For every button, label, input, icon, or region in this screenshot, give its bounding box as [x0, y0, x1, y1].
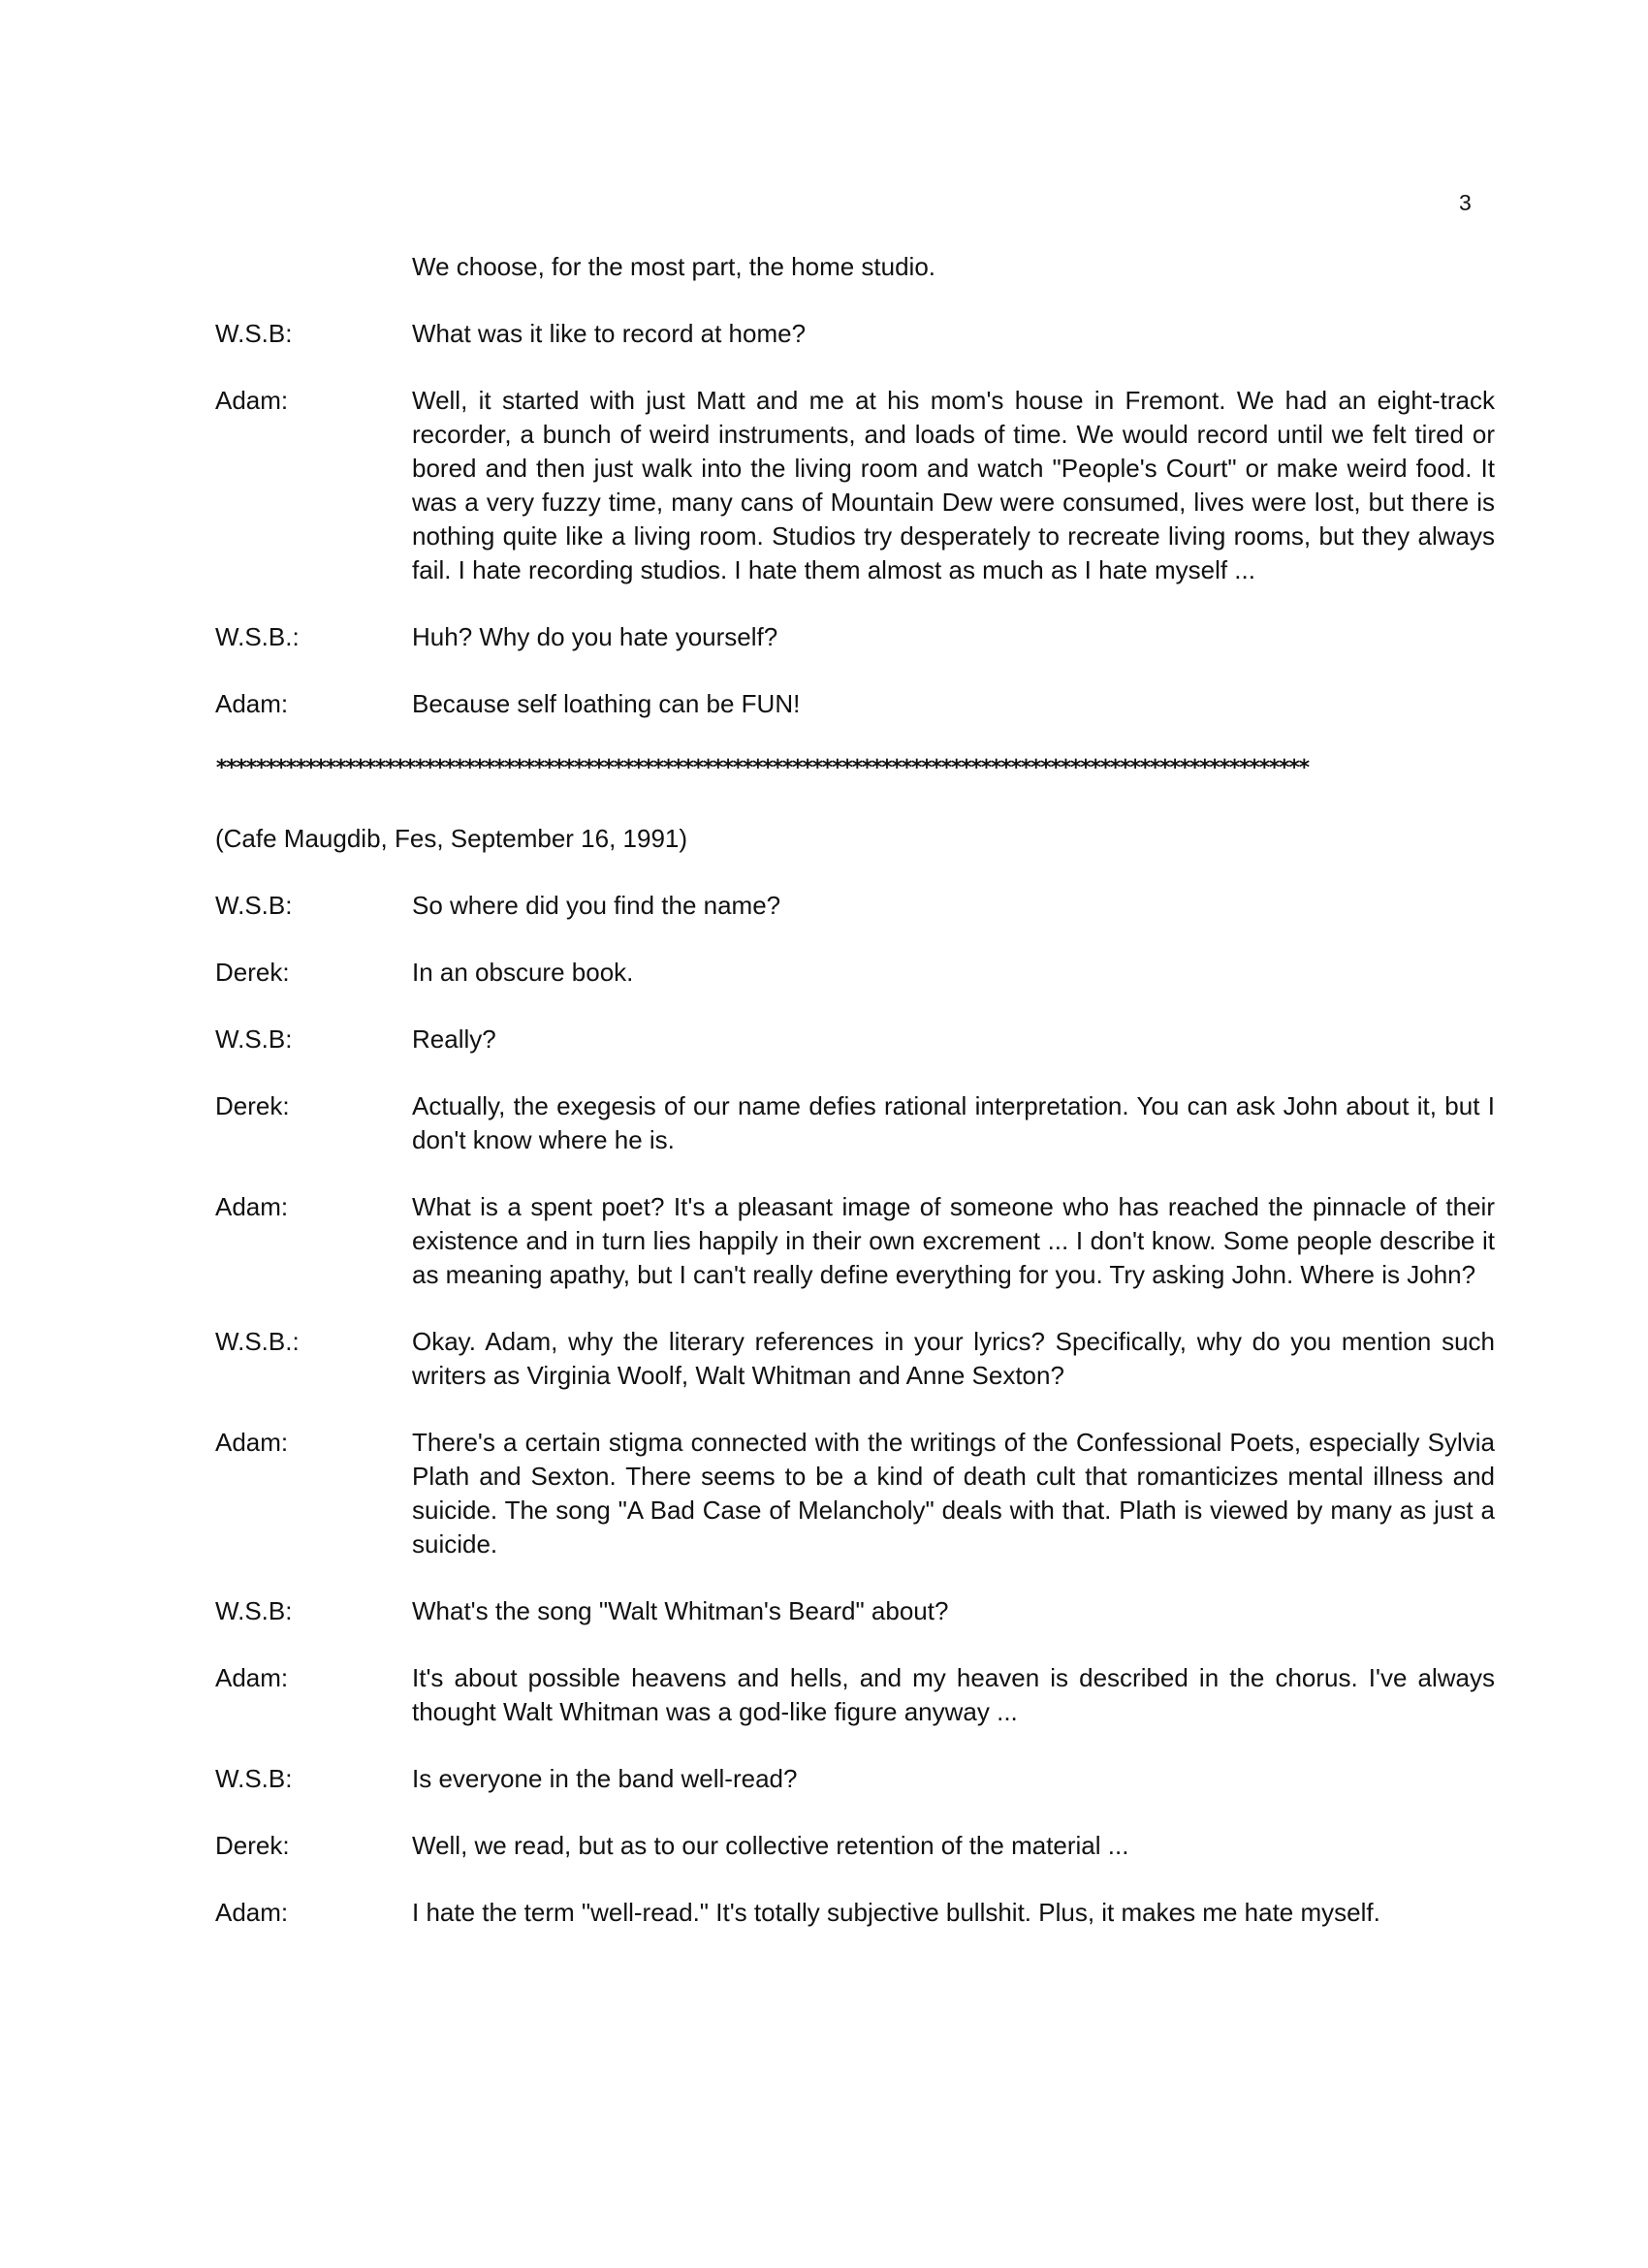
- speaker-label: Adam:: [215, 1192, 289, 1221]
- speaker-label: W.S.B:: [215, 319, 293, 348]
- utterance-text: It's about possible heavens and hells, and my heaven is described in the chorus. I've always thought Walt Whitman was a god-like figure anyway ...: [412, 1663, 1495, 1726]
- utterance-text: There's a certain stigma connected with the writings of the Confessional Poets, especially Sylvia Plath and Sexton. There seems to be a kind of death cult that romanticizes mental illness and suicide. The song "A Bad Case of Melancholy" deals with that. Plath is viewed by many as just a suicide.: [412, 1428, 1495, 1559]
- utterance-text: Really?: [412, 1024, 496, 1054]
- utterance-text: Okay. Adam, why the literary references in your lyrics? Specifically, why do you mention such writers as Virginia Woolf, Walt Whitman and Anne Sexton?: [412, 1327, 1495, 1390]
- dialogue-turn: [215, 956, 1495, 990]
- transcript-body: [215, 250, 1495, 1963]
- speaker-label: Adam:: [215, 1428, 289, 1457]
- dialogue-turn: [215, 620, 1495, 654]
- speaker-label: W.S.B.:: [215, 622, 300, 651]
- dialogue-turn: [215, 1896, 1495, 1930]
- speaker-label: Adam:: [215, 689, 289, 718]
- dialogue-turn: [215, 1762, 1495, 1796]
- speaker-label: W.S.B.:: [215, 1327, 300, 1356]
- speaker-label: W.S.B:: [215, 1764, 293, 1793]
- utterance-text: Huh? Why do you hate yourself?: [412, 622, 778, 651]
- utterance-text: Well, we read, but as to our collective retention of the material ...: [412, 1831, 1129, 1860]
- speaker-label: W.S.B:: [215, 1596, 293, 1625]
- utterance-text: I hate the term "well-read." It's totally subjective bullshit. Plus, it makes me hate myself.: [412, 1898, 1380, 1927]
- dialogue-turn: [215, 384, 1495, 587]
- utterance-text: What's the song "Walt Whitman's Beard" about?: [412, 1596, 949, 1625]
- speaker-label: W.S.B:: [215, 891, 293, 920]
- speaker-label: Adam:: [215, 1663, 289, 1692]
- utterance-text: Is everyone in the band well-read?: [412, 1764, 798, 1793]
- utterance-text: So where did you find the name?: [412, 891, 781, 920]
- dialogue-turn: [215, 1661, 1495, 1729]
- speaker-label: Derek:: [215, 1831, 290, 1860]
- dialogue-turn: [215, 1023, 1495, 1056]
- dialogue-turn: [215, 1089, 1495, 1157]
- dialogue-turn: [215, 687, 1495, 721]
- section-separator: **************************************************************************************************************: [215, 756, 1308, 780]
- dialogue-turn: [215, 889, 1495, 923]
- utterance-text: Well, it started with just Matt and me at his mom's house in Fremont. We had an eight-track recorder, a bunch of weird instruments, and loads of time. We would record until we felt tired or bored and then just walk into the living room and watch "People's Court" or make weird food. It was a very fuzzy time, many cans of Mountain Dew were consumed, lives were lost, but there is nothing quite like a living room. Studios try desperately to recreate living rooms, but they always fail. I hate recording studios. I hate them almost as much as I hate myself ...: [412, 386, 1495, 584]
- utterance-text: Actually, the exegesis of our name defies rational interpretation. You can ask John about it, but I don't know where he is.: [412, 1091, 1495, 1154]
- continued-answer-line: We choose, for the most part, the home studio.: [412, 252, 936, 281]
- page-number: 3: [1459, 190, 1473, 215]
- utterance-text: Because self loathing can be FUN!: [412, 689, 801, 718]
- dialogue-turn: [215, 1325, 1495, 1393]
- speaker-label: Adam:: [215, 1898, 289, 1927]
- speaker-label: Derek:: [215, 1091, 290, 1120]
- speaker-label: Adam:: [215, 386, 289, 415]
- speaker-label: W.S.B:: [215, 1024, 293, 1054]
- utterance-text: What was it like to record at home?: [412, 319, 807, 348]
- interview-section-2: [215, 889, 1495, 1930]
- dialogue-turn: [215, 1426, 1495, 1561]
- utterance-text: In an obscure book.: [412, 958, 634, 987]
- interview-location-date: (Cafe Maugdib, Fes, September 16, 1991): [215, 824, 688, 853]
- interview-section-1: [215, 317, 1495, 721]
- utterance-text: What is a spent poet? It's a pleasant image of someone who has reached the pinnacle of their existence and in turn lies happily in their own excrement ... I don't know. Some people describe it as meaning apathy, but I can't really define everything for you. Try asking John. Where is John?: [412, 1192, 1495, 1289]
- dialogue-turn: [215, 1594, 1495, 1628]
- dialogue-turn: [215, 1190, 1495, 1292]
- dialogue-turn: [215, 1829, 1495, 1863]
- speaker-label: Derek:: [215, 958, 290, 987]
- dialogue-turn: [215, 317, 1495, 351]
